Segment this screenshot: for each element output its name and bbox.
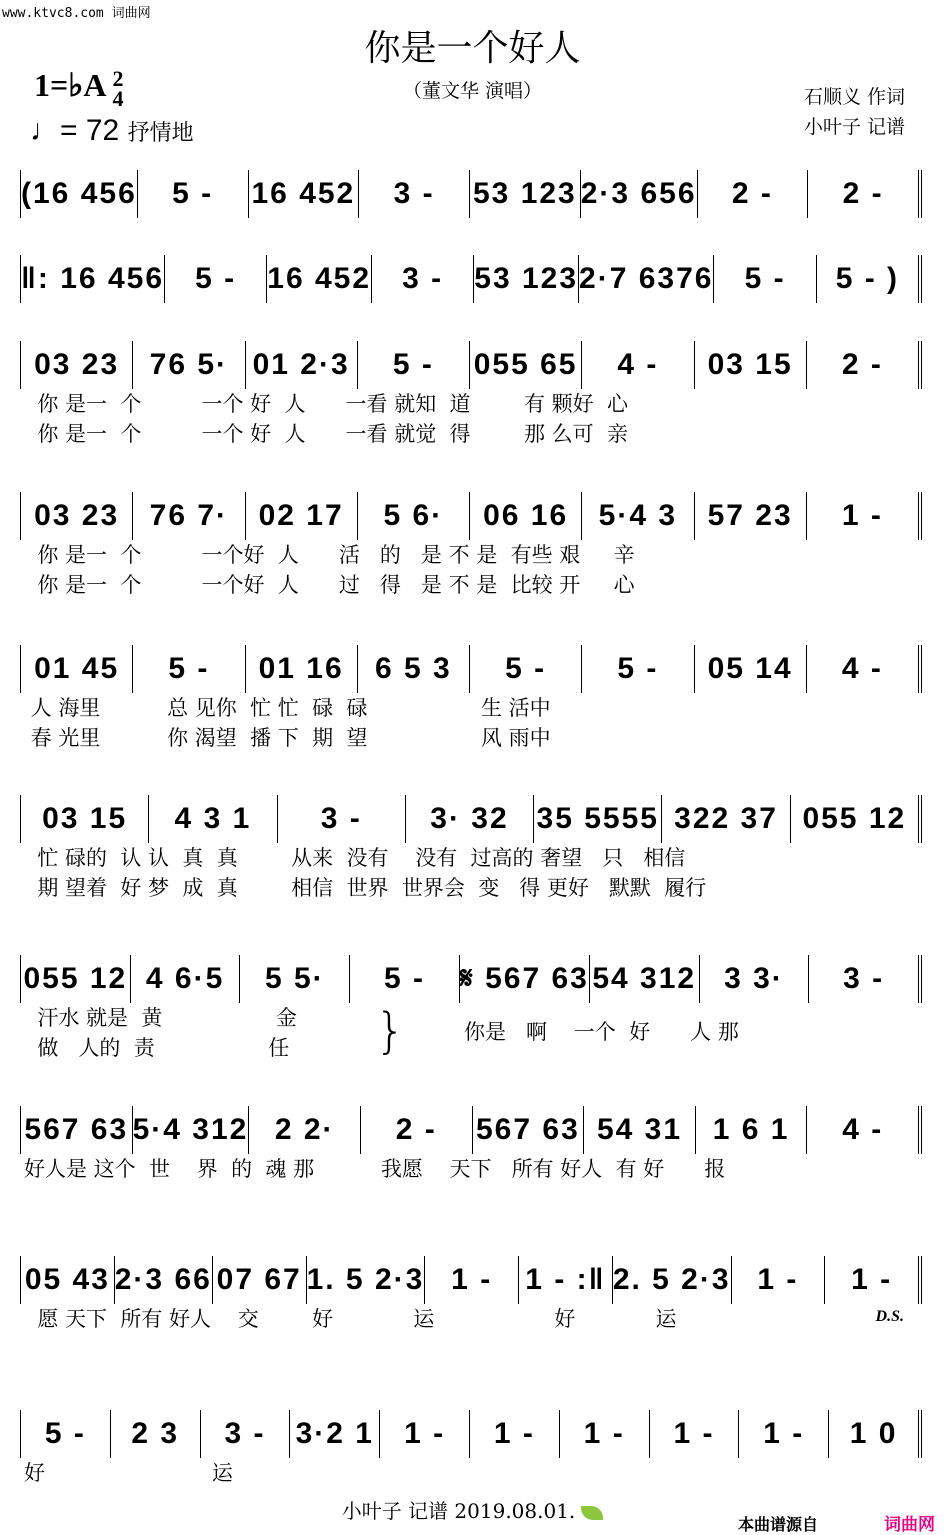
measure: 16 452: [249, 170, 360, 218]
measure: 5 -: [165, 255, 267, 303]
tempo: [30, 114, 194, 148]
staff: [20, 1106, 922, 1154]
measure: 1. 5 2·3: [307, 1256, 426, 1304]
staff: [20, 645, 922, 693]
system-5: [20, 645, 922, 753]
system-6: [20, 795, 922, 903]
measure: 57 23: [695, 492, 807, 540]
measure: 2 -: [698, 170, 809, 218]
system-9: [20, 1256, 922, 1334]
staff: [20, 492, 922, 540]
measure: 1 -: [825, 1256, 922, 1304]
measure: 2 3: [111, 1410, 201, 1458]
measure: 03 23: [20, 492, 133, 540]
dal-segno-mark: D.S.: [875, 1308, 904, 1325]
measure: 055 12: [791, 795, 922, 843]
measure: 02 17: [246, 492, 358, 540]
measure: 1 -: [739, 1410, 829, 1458]
measure: 5 -: [20, 1410, 111, 1458]
measure: 2 -: [808, 170, 922, 218]
staff: [20, 255, 922, 303]
measure: 4 -: [582, 341, 694, 389]
staff: [20, 341, 922, 389]
measure: 2 -: [807, 341, 922, 389]
measure: 5 -: [350, 955, 460, 1003]
lyric-line: 你 是一 个 一个好 人 过 得 是 不 是 比较 开 心: [24, 573, 635, 597]
source-label: 本曲谱源自: [738, 1515, 819, 1534]
measure: 3 -: [201, 1410, 291, 1458]
footer-text: 小叶子 记谱 2019.08.01.: [341, 1499, 576, 1523]
source-brand[interactable]: 词曲网: [884, 1515, 935, 1535]
measure: 03 15: [695, 341, 807, 389]
measure: 53 123: [470, 170, 581, 218]
measure: 2 2·: [249, 1106, 361, 1154]
measure: 3 -: [278, 795, 406, 843]
measure: 4 -: [807, 1106, 922, 1154]
system-7: [20, 955, 922, 1063]
measure: 01 16: [246, 645, 358, 693]
measure: 055 65: [470, 341, 582, 389]
measure: 5 -: [714, 255, 816, 303]
measure: 5·4 312: [133, 1106, 250, 1154]
measure: 2 -: [361, 1106, 473, 1154]
measure: 5 -: [582, 645, 694, 693]
measure: 03 15: [20, 795, 149, 843]
staff: [20, 1410, 922, 1458]
measure: 3 -: [809, 955, 922, 1003]
key-signature: [34, 66, 123, 109]
measure: 1 -: [380, 1410, 470, 1458]
measure: 1 -: [807, 492, 922, 540]
measure: 2·3 66: [115, 1256, 213, 1304]
measure: 1 -: [650, 1410, 740, 1458]
measure: 5 -: [133, 645, 245, 693]
measure: 055 12: [20, 955, 131, 1003]
time-bottom: 4: [112, 85, 124, 111]
measure: 322 37: [662, 795, 790, 843]
lyric-line: 你 是一 个 一个 好 人 一看 就觉 得 那 么可 亲: [24, 422, 628, 446]
measure: 2. 5 2·3: [613, 1256, 732, 1304]
measure: 5 5·: [240, 955, 350, 1003]
measure: 07 67: [213, 1256, 307, 1304]
lyric-line: 你 是一 个 一个 好 人 一看 就知 道 有 颗好 心: [24, 392, 628, 416]
leaf-icon: [581, 1506, 603, 1520]
measure: 3· 32: [406, 795, 534, 843]
mood: 抒情地: [127, 121, 194, 146]
measure: 01 45: [20, 645, 133, 693]
watermark: www.ktvc8.com 词曲网: [2, 6, 151, 21]
measure: 3 -: [372, 255, 474, 303]
measure: 4 3 1: [149, 795, 277, 843]
system-4: [20, 492, 922, 600]
measure: 567 63: [20, 1106, 133, 1154]
measure: 1 -: [470, 1410, 560, 1458]
system-8: [20, 1106, 922, 1184]
measure: 1 0: [829, 1410, 922, 1458]
lyric-line: 期 望着 好 梦 成 真 相信 世界 世界会 变 得 更好 默默 履行: [24, 876, 707, 900]
measure: 01 2·3: [246, 341, 358, 389]
transcriber: 小叶子 记谱: [803, 116, 905, 138]
lyric-line: 做 人的 责 任: [24, 1036, 290, 1060]
song-title: 你是一个好人: [364, 28, 581, 69]
measure: 6 5 3: [358, 645, 470, 693]
measure: 1 -: [425, 1256, 519, 1304]
lyric-line: 春 光里 你 渴望 播 下 期 望 风 雨中: [24, 726, 551, 750]
lyric-line: 你是 啊 一个 好 人 那: [464, 1020, 739, 1044]
tempo-value: ♩= 72: [30, 114, 120, 147]
staff: [20, 955, 922, 1003]
measure: 5 -: [138, 170, 249, 218]
measure: 4 -: [807, 645, 922, 693]
brace: }: [375, 1003, 406, 1059]
measure: 5 -: [470, 645, 582, 693]
time-signature: [112, 65, 124, 111]
measure: 1 -: [560, 1410, 650, 1458]
measure: 54 31: [584, 1106, 696, 1154]
system-2: [20, 255, 922, 303]
measure: 3·2 1: [290, 1410, 380, 1458]
measure: 3 -: [359, 170, 470, 218]
measure: 4 6·5: [131, 955, 241, 1003]
measure: 5 - ): [817, 255, 922, 303]
time-top: 2: [112, 65, 124, 91]
measure: 35 5555: [534, 795, 662, 843]
measure: 2·3 656: [581, 170, 698, 218]
measure: 03 23: [20, 341, 133, 389]
measure: 567 63: [473, 1106, 585, 1154]
measure: 𝄋 567 63: [460, 955, 590, 1003]
measure: ‖: 16 456: [20, 255, 165, 303]
lyric-line: 好 运: [24, 1461, 233, 1485]
lyric-line: 你 是一 个 一个好 人 活 的 是 不 是 有些 艰 辛: [24, 543, 635, 567]
measure: 05 14: [695, 645, 807, 693]
lyric-line: 愿 天下 所有 好人 交 好 运 好 运: [24, 1307, 677, 1331]
measure: 1 - :‖: [519, 1256, 613, 1304]
lyric-line: 好人是 这个 世 界 的 魂 那 我愿 天下 所有 好人 有 好 报: [24, 1157, 726, 1181]
measure: 76 7·: [133, 492, 245, 540]
lyric-line: 人 海里 总 见你 忙 忙 碌 碌 生 活中: [24, 696, 551, 720]
measure: 76 5·: [133, 341, 245, 389]
measure: 1 -: [732, 1256, 826, 1304]
measure: 05 43: [20, 1256, 115, 1304]
measure: 5 6·: [358, 492, 470, 540]
measure: (16 456: [20, 170, 138, 218]
system-10: [20, 1410, 922, 1488]
measure: 3 3·: [700, 955, 810, 1003]
measure: 16 452: [267, 255, 372, 303]
lyric-line: 汗水 就是 黄 金: [24, 1006, 297, 1030]
key: 1=♭A: [34, 67, 107, 103]
system-1: [20, 170, 922, 218]
measure: 06 16: [470, 492, 582, 540]
measure: 5 -: [358, 341, 470, 389]
singer: （董文华 演唱）: [402, 80, 543, 102]
measure: 54 312: [590, 955, 700, 1003]
measure: 2·7 6376: [579, 255, 714, 303]
measure: 53 123: [474, 255, 579, 303]
system-3: [20, 341, 922, 449]
staff: [20, 1256, 922, 1304]
measure: 1 6 1: [696, 1106, 808, 1154]
staff: [20, 795, 922, 843]
measure: 5·4 3: [582, 492, 694, 540]
lyricist: 石顺义 作词: [803, 86, 905, 108]
staff: [20, 170, 922, 218]
lyric-line: 忙 碌的 认 认 真 真 从来 没有 没有 过高的 奢望 只 相信: [24, 846, 686, 870]
